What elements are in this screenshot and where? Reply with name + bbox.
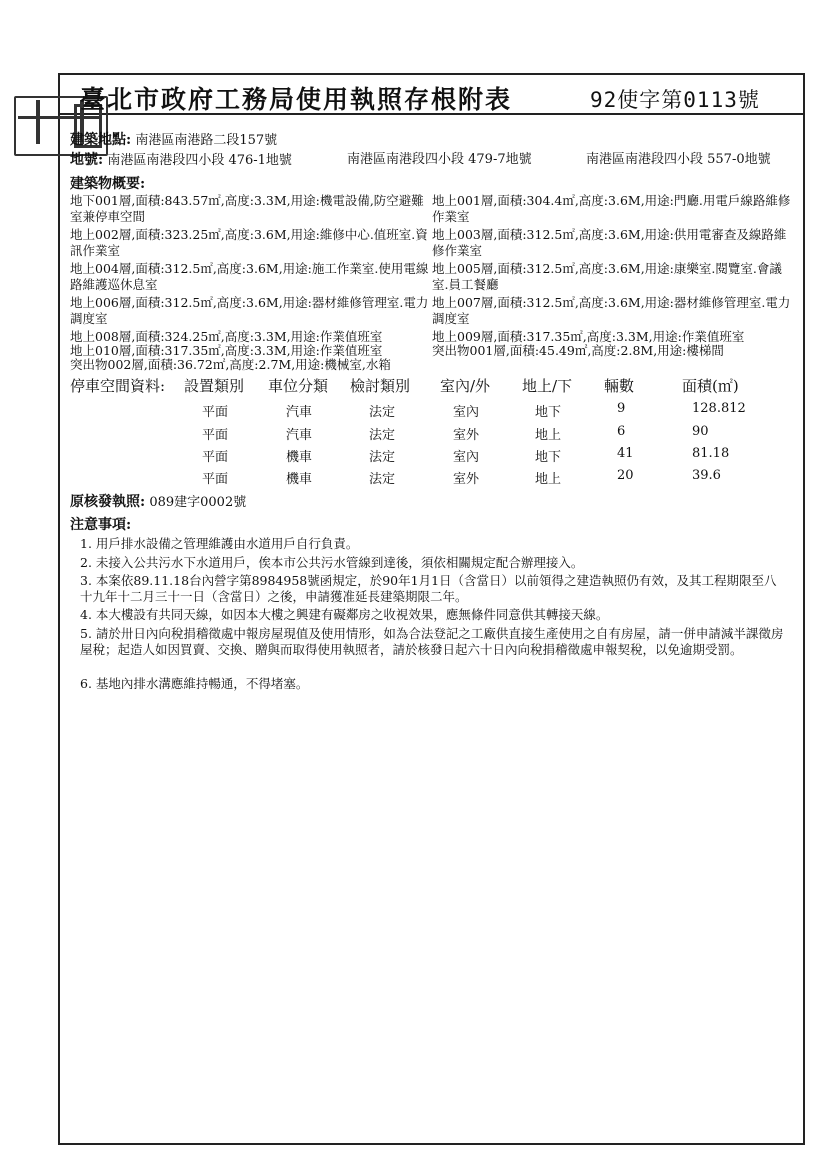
address-label: 建築地點: <box>70 132 132 148</box>
building-overview-label: 建築物概要: <box>70 176 146 192</box>
parking-cell: 39.6 <box>692 468 721 483</box>
parking-cell: 128.812 <box>692 401 746 416</box>
parking-header: 檢討類別 <box>350 377 411 395</box>
parking-cell: 20 <box>617 468 634 483</box>
parking-cell: 6 <box>617 424 626 439</box>
parking-cell: 室外 <box>453 472 480 487</box>
parking-cell: 9 <box>617 401 626 416</box>
parking-cell: 室內 <box>453 405 480 420</box>
parking-cell: 室內 <box>453 450 480 465</box>
parking-cell: 地上 <box>535 428 562 443</box>
parking-cell: 地下 <box>535 450 562 465</box>
original-permit-label: 原核發執照: <box>70 494 146 510</box>
floor-entry: 地上001層,面積:304.4㎡,高度:3.6M,用途:門廳.用電戶線路維修作業室 <box>432 193 791 224</box>
note-item: 5. 請於卅日內向稅捐稽徵處中報房屋現值及使用情形，如為合法登記之工廠供直接生產使用之自有房屋，請一併申請減半課徵房屋稅；起造人如因買賣、交換、贈與而取得使用執照者，請於核發日起六十日內向稅捐稽徵處申報契稅，以免逾期受罰。 <box>80 626 784 657</box>
parking-header: 面積(㎡) <box>682 377 739 395</box>
land-label: 地號: <box>70 152 104 168</box>
address-row <box>70 132 277 149</box>
parking-header: 車位分類 <box>268 377 329 395</box>
permit-number: 92使字第0113號 <box>590 88 760 112</box>
parking-cell: 機車 <box>286 450 313 465</box>
parking-header: 室內/外 <box>440 377 491 395</box>
parking-cell: 法定 <box>369 472 396 487</box>
parking-cell: 汽車 <box>286 405 313 420</box>
floor-entry: 地下001層,面積:843.57㎡,高度:3.3M,用途:機電設備,防空避難室兼停車空間 <box>70 193 424 224</box>
floor-entry: 地上003層,面積:312.5㎡,高度:3.6M,用途:供用電審查及線路維修作業室 <box>432 227 787 258</box>
parking-cell: 室外 <box>453 428 480 443</box>
floor-entry: 地上005層,面積:312.5㎡,高度:3.6M,用途:康樂室.閱覽室.會議室.員工餐廳 <box>432 261 782 292</box>
parking-cell: 平面 <box>202 405 229 420</box>
floor-entry: 突出物002層,面積:36.72㎡,高度:2.7M,用途:機械室,水箱 <box>70 357 391 372</box>
parking-cell: 平面 <box>202 428 229 443</box>
parking-cell: 機車 <box>286 472 313 487</box>
parking-cell: 地上 <box>535 472 562 487</box>
parking-cell: 汽車 <box>286 428 313 443</box>
land-lot-3: 南港區南港段四小段 557-0地號 <box>586 152 771 167</box>
floor-entry: 突出物001層,面積:45.49㎡,高度:2.8M,用途:樓梯間 <box>432 343 724 358</box>
address-value: 南港區南港路二段157號 <box>135 133 278 148</box>
note-item: 1. 用戶排水設備之管理維護由水道用戶自行負責。 <box>80 536 359 551</box>
land-row <box>70 152 292 169</box>
original-permit-row <box>70 494 246 511</box>
floor-entry: 地上008層,面積:324.25㎡,高度:3.3M,用途:作業值班室 <box>70 329 383 344</box>
land-lot-1: 南港區南港段四小段 476-1地號 <box>107 153 292 168</box>
parking-cell: 法定 <box>369 450 396 465</box>
floor-entry: 地上009層,面積:317.35㎡,高度:3.3M,用途:作業值班室 <box>432 329 745 344</box>
parking-header: 設置類別 <box>184 377 245 395</box>
note-item: 2. 未接入公共污水下水道用戶，俟本市公共污水管線到達後，須依相關規定配合辦理接入。 <box>80 555 584 570</box>
parking-cell: 81.18 <box>692 446 730 461</box>
note-item: 6. 基地內排水溝應維持暢通，不得堵塞。 <box>80 676 309 691</box>
floor-entry: 地上002層,面積:323.25㎡,高度:3.6M,用途:維修中心.值班室.資訊作業室 <box>70 227 428 258</box>
original-permit-value: 089建字0002號 <box>149 495 247 510</box>
floor-entry: 地上010層,面積:317.35㎡,高度:3.3M,用途:作業值班室 <box>70 343 383 358</box>
note-item: 4. 本大樓設有共同天線，如因本大樓之興建有礙鄰房之收視效果，應無條件同意供其轉接天線。 <box>80 607 609 622</box>
floor-entry: 地上006層,面積:312.5㎡,高度:3.6M,用途:器材維修管理室.電力調度室 <box>70 295 429 326</box>
floor-entry: 地上007層,面積:312.5㎡,高度:3.6M,用途:器材維修管理室.電力調度室 <box>432 295 791 326</box>
land-lot-2: 南港區南港段四小段 479-7地號 <box>347 152 532 167</box>
parking-header: 地上/下 <box>522 377 573 395</box>
parking-cell: 地下 <box>535 405 562 420</box>
parking-cell: 平面 <box>202 472 229 487</box>
notes-label: 注意事項: <box>70 517 132 533</box>
floor-entry: 地上004層,面積:312.5㎡,高度:3.6M,用途:施工作業室.使用電線路維護巡休息室 <box>70 261 429 292</box>
parking-label: 停車空間資料: <box>70 377 166 395</box>
parking-cell: 平面 <box>202 450 229 465</box>
note-item: 3. 本案依89.11.18台內營字第8984958號函規定，於90年1月1日（含當日）以前領得之建造執照仍有效，及其工程期限至八十九年十二月三十一日（含當日）之後，申請獲准延長建築期限二年。 <box>80 573 777 604</box>
parking-header: 輛數 <box>604 377 635 395</box>
parking-cell: 法定 <box>369 428 396 443</box>
page-title: 臺北市政府工務局使用執照存根附表 <box>80 85 513 114</box>
parking-cell: 41 <box>617 446 634 461</box>
parking-cell: 法定 <box>369 405 396 420</box>
parking-cell: 90 <box>692 424 709 439</box>
